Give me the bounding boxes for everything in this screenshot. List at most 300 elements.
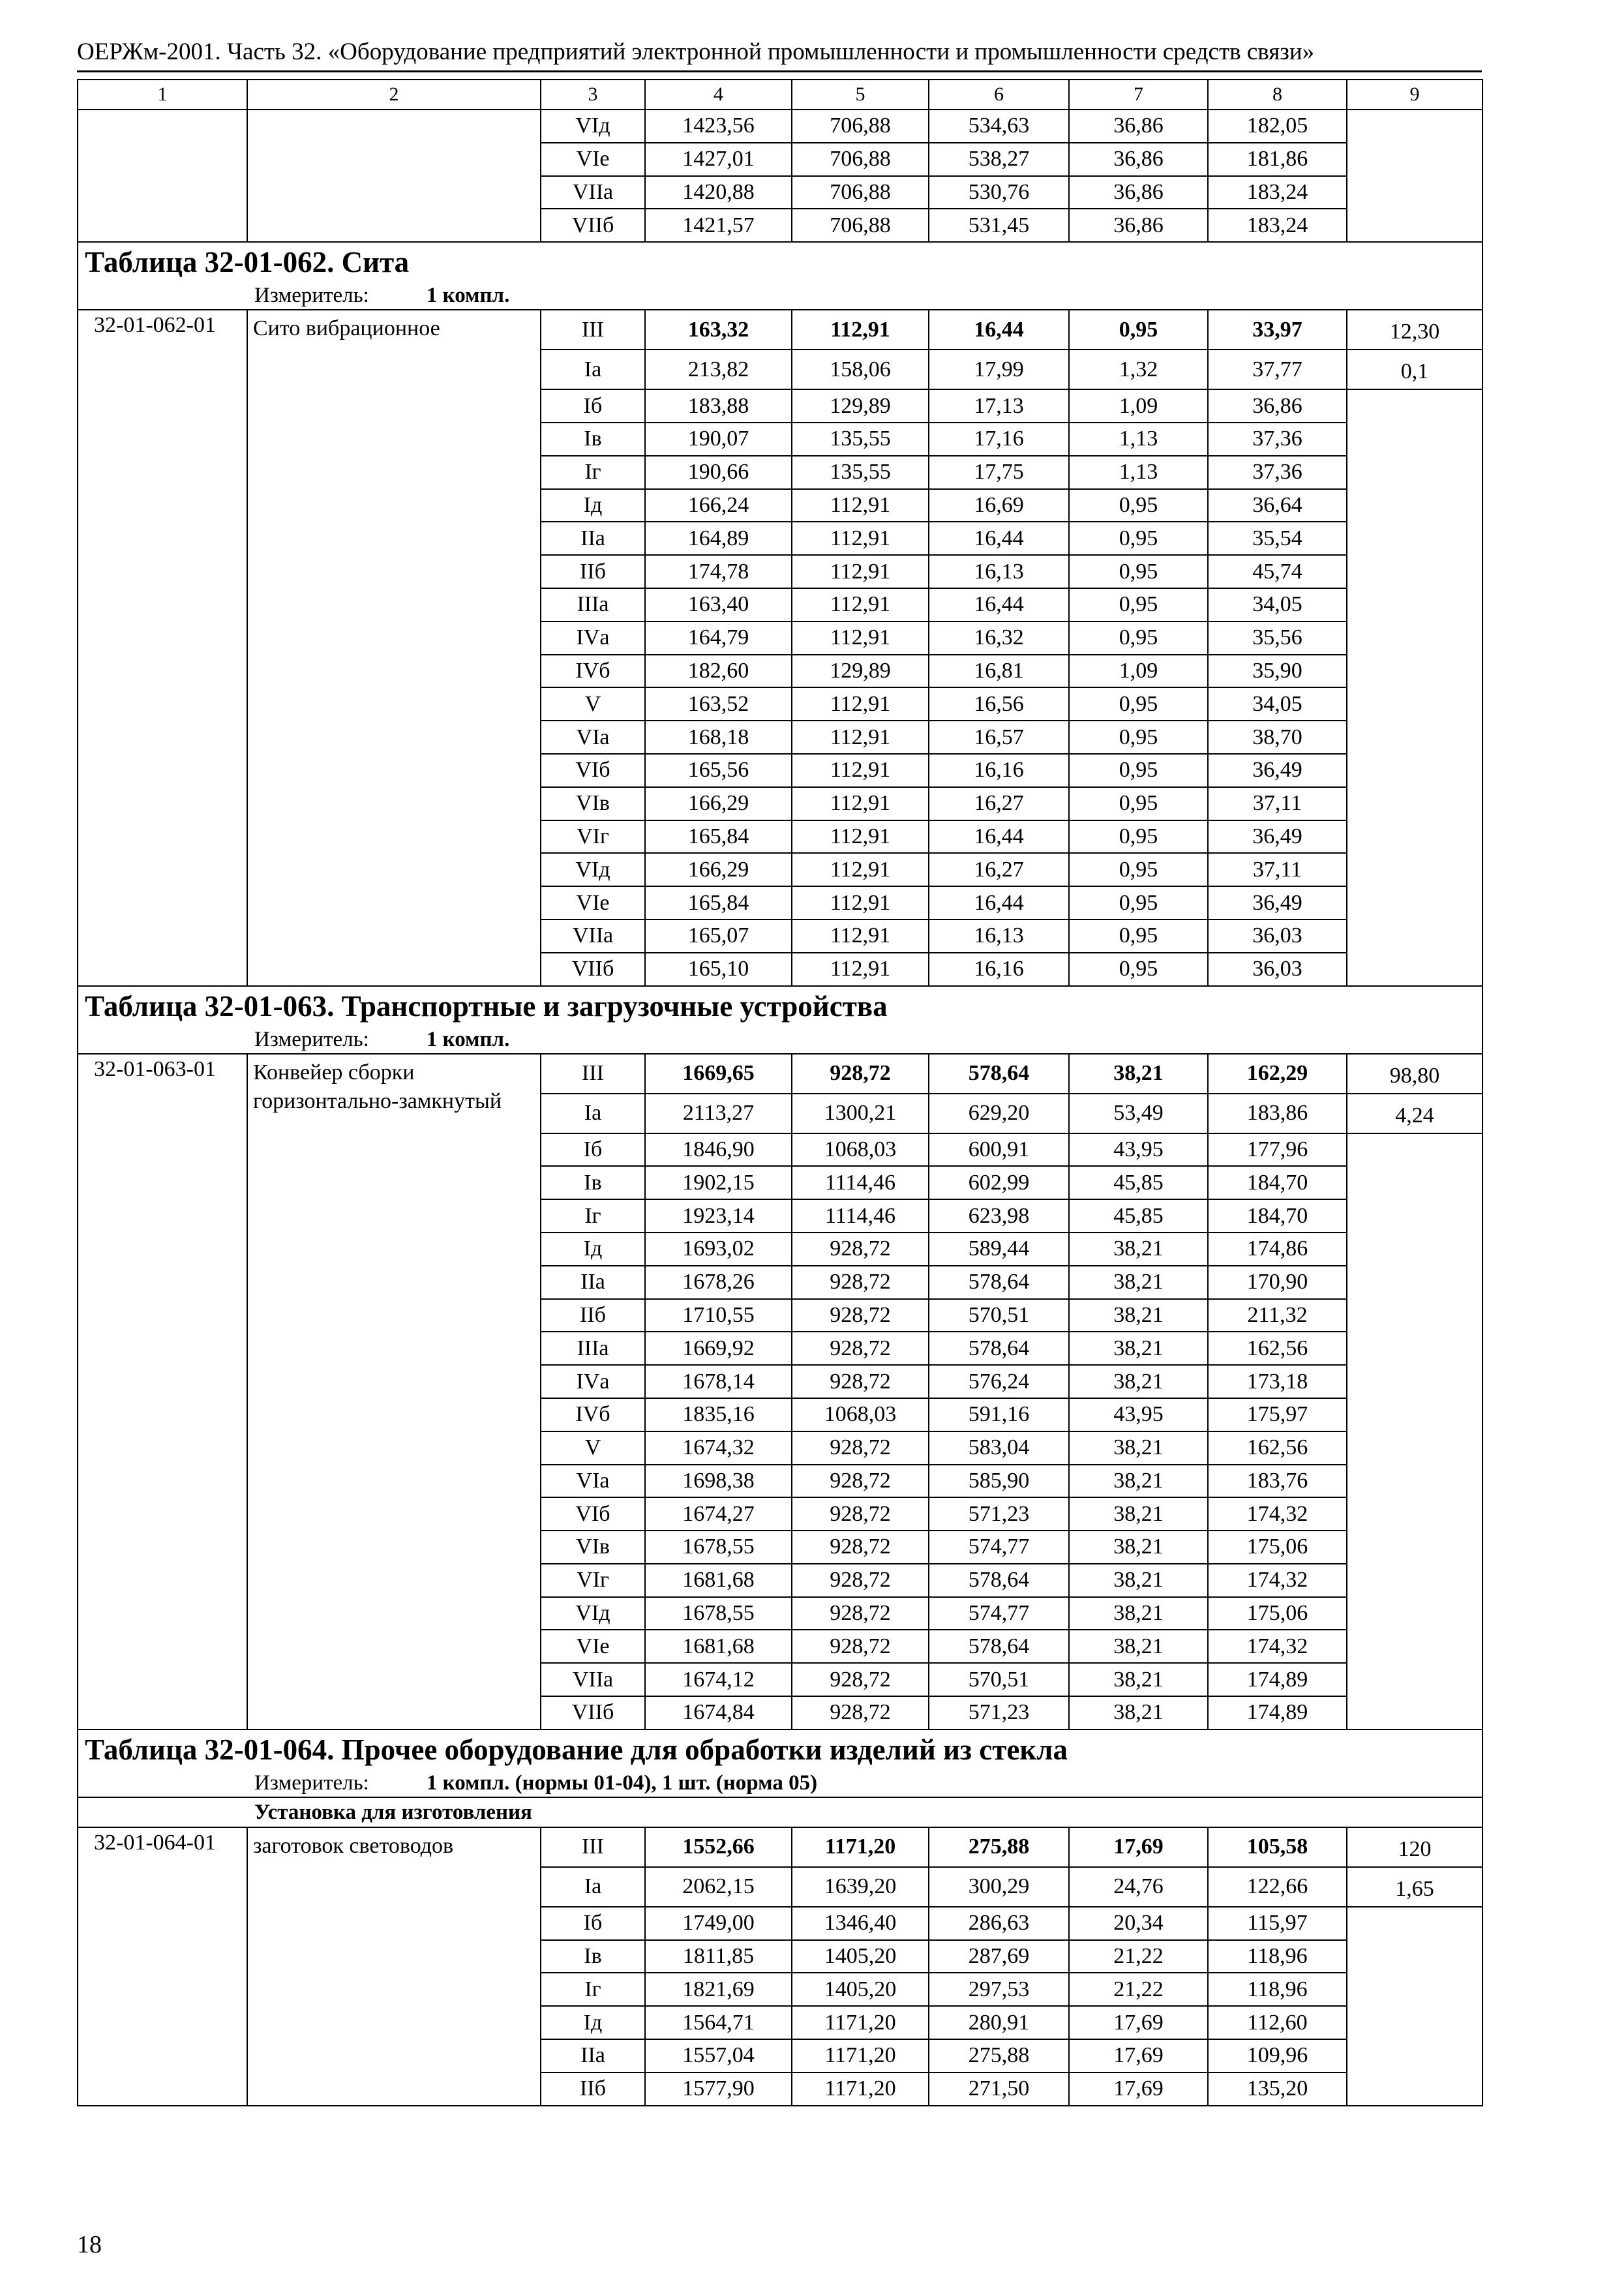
table-row <box>78 1054 1482 1094</box>
zone-cell: Iд <box>541 1233 645 1266</box>
value-cell: 36,86 <box>1069 176 1208 209</box>
zone-cell: VIг <box>541 820 645 854</box>
value-cell: 0,95 <box>1069 588 1208 621</box>
zone-cell: VIе <box>541 1630 645 1663</box>
value-cell: 163,40 <box>645 588 792 621</box>
value-cell: 36,49 <box>1208 754 1347 787</box>
value-cell: 16,27 <box>929 787 1069 820</box>
value-cell: 165,10 <box>645 953 792 986</box>
name-cell: заготовок световодов <box>247 1827 541 2106</box>
value-cell: 38,21 <box>1069 1597 1208 1630</box>
value-cell: 578,64 <box>929 1564 1069 1597</box>
value-cell: 1669,92 <box>645 1332 792 1365</box>
value-cell: 16,69 <box>929 489 1069 522</box>
value-cell: 0,95 <box>1069 853 1208 886</box>
value-cell: 36,86 <box>1069 110 1208 143</box>
value-cell: 589,44 <box>929 1233 1069 1266</box>
measure-row <box>78 1026 1482 1054</box>
value-cell: 175,97 <box>1208 1398 1347 1431</box>
value-cell: 38,21 <box>1069 1663 1208 1696</box>
value-cell: 36,49 <box>1208 820 1347 854</box>
value-cell: 174,32 <box>1208 1630 1347 1663</box>
zone-cell: IIб <box>541 2072 645 2106</box>
value-cell: 112,91 <box>792 588 929 621</box>
value-cell: 1811,85 <box>645 1940 792 1973</box>
value-cell: 530,76 <box>929 176 1069 209</box>
zone-cell: VIIб <box>541 209 645 242</box>
zone-cell: IVа <box>541 1365 645 1398</box>
zone-cell: Iг <box>541 1973 645 2006</box>
value-cell: 37,11 <box>1208 853 1347 886</box>
zone-cell: IIа <box>541 522 645 555</box>
value-cell: 38,21 <box>1069 1431 1208 1465</box>
measure-value: 1 компл. (нормы 01-04), 1 шт. (норма 05) <box>426 1771 818 1795</box>
value-cell: 173,18 <box>1208 1365 1347 1398</box>
value-cell: 33,97 <box>1208 310 1347 350</box>
value-cell: 1,09 <box>1069 655 1208 688</box>
value-cell: 0,95 <box>1069 621 1208 655</box>
value-cell: 118,96 <box>1208 1973 1347 2006</box>
value-cell: 928,72 <box>792 1531 929 1564</box>
measure-label: Измеритель: <box>254 1771 369 1795</box>
value-cell: 0,95 <box>1069 555 1208 588</box>
value-cell: 286,63 <box>929 1907 1069 1940</box>
value-cell: 183,86 <box>1208 1094 1347 1133</box>
table-title-row <box>78 1729 1482 1769</box>
value-cell: 578,64 <box>929 1332 1069 1365</box>
note-cell: 1,65 <box>1347 1867 1482 1907</box>
value-cell: 163,52 <box>645 687 792 721</box>
value-cell: 287,69 <box>929 1940 1069 1973</box>
value-cell: 16,44 <box>929 886 1069 920</box>
value-cell: 571,23 <box>929 1497 1069 1531</box>
value-cell: 35,56 <box>1208 621 1347 655</box>
value-cell: 164,89 <box>645 522 792 555</box>
value-cell: 112,91 <box>792 853 929 886</box>
value-cell: 1698,38 <box>645 1465 792 1498</box>
table-row <box>78 1827 1482 1867</box>
value-cell: 1639,20 <box>792 1867 929 1907</box>
value-cell: 591,16 <box>929 1398 1069 1431</box>
note-cell <box>1347 110 1482 242</box>
zone-cell: VIб <box>541 1497 645 1531</box>
value-cell: 166,29 <box>645 787 792 820</box>
measure-row <box>78 282 1482 310</box>
value-cell: 21,22 <box>1069 1973 1208 2006</box>
column-number: 3 <box>541 80 645 110</box>
value-cell: 0,95 <box>1069 522 1208 555</box>
value-cell: 17,69 <box>1069 2006 1208 2039</box>
value-cell: 38,21 <box>1069 1299 1208 1332</box>
value-cell: 16,44 <box>929 522 1069 555</box>
measure-row <box>78 1769 1482 1797</box>
value-cell: 36,49 <box>1208 886 1347 920</box>
value-cell: 928,72 <box>792 1497 929 1531</box>
zone-cell: Iг <box>541 1199 645 1233</box>
value-cell: 928,72 <box>792 1365 929 1398</box>
zone-cell: Iб <box>541 1133 645 1167</box>
value-cell: 928,72 <box>792 1663 929 1696</box>
table-title: Таблица 32-01-063. Транспортные и загрузочные устройства <box>78 986 1482 1026</box>
value-cell: 0,95 <box>1069 886 1208 920</box>
zone-cell: VIIб <box>541 1696 645 1729</box>
zone-cell: IVб <box>541 655 645 688</box>
value-cell: 183,88 <box>645 389 792 423</box>
zone-cell: VIд <box>541 1597 645 1630</box>
value-cell: 0,95 <box>1069 820 1208 854</box>
column-number: 5 <box>792 80 929 110</box>
value-cell: 0,95 <box>1069 754 1208 787</box>
value-cell: 928,72 <box>792 1299 929 1332</box>
value-cell: 928,72 <box>792 1332 929 1365</box>
value-cell: 165,84 <box>645 886 792 920</box>
name-cell: Сито вибрационное <box>247 310 541 985</box>
value-cell: 1678,26 <box>645 1266 792 1299</box>
value-cell: 17,16 <box>929 423 1069 456</box>
code-cell: 32-01-063-01 <box>78 1054 247 1729</box>
zone-cell: Iб <box>541 389 645 423</box>
value-cell: 1902,15 <box>645 1166 792 1199</box>
value-cell: 38,21 <box>1069 1054 1208 1094</box>
value-cell: 602,99 <box>929 1166 1069 1199</box>
value-cell: 112,91 <box>792 489 929 522</box>
column-number: 2 <box>247 80 541 110</box>
value-cell: 183,24 <box>1208 176 1347 209</box>
value-cell: 571,23 <box>929 1696 1069 1729</box>
value-cell: 300,29 <box>929 1867 1069 1907</box>
note-cell <box>1347 1907 1482 2106</box>
zone-cell: Iб <box>541 1907 645 1940</box>
value-cell: 112,91 <box>792 621 929 655</box>
value-cell: 0,95 <box>1069 787 1208 820</box>
value-cell: 184,70 <box>1208 1199 1347 1233</box>
value-cell: 17,99 <box>929 350 1069 389</box>
value-cell: 1669,65 <box>645 1054 792 1094</box>
value-cell: 1681,68 <box>645 1564 792 1597</box>
value-cell: 112,91 <box>792 953 929 986</box>
measure-cell <box>78 1026 1482 1054</box>
value-cell: 36,03 <box>1208 953 1347 986</box>
value-cell: 35,90 <box>1208 655 1347 688</box>
value-cell: 38,70 <box>1208 721 1347 754</box>
value-cell: 115,97 <box>1208 1907 1347 1940</box>
code-cell: 32-01-064-01 <box>78 1827 247 2106</box>
value-cell: 174,89 <box>1208 1696 1347 1729</box>
page-header: ОЕРЖм-2001. Часть 32. «Оборудование предприятий электронной промышленности и промышленности средств связи» <box>77 38 1315 65</box>
value-cell: 706,88 <box>792 176 929 209</box>
value-cell: 928,72 <box>792 1696 929 1729</box>
value-cell: 1,13 <box>1069 456 1208 489</box>
note-cell: 12,30 <box>1347 310 1482 350</box>
zone-cell: Iг <box>541 456 645 489</box>
zone-cell: IIа <box>541 1266 645 1299</box>
value-cell: 1068,03 <box>792 1398 929 1431</box>
code-cell <box>78 110 247 242</box>
value-cell: 38,21 <box>1069 1266 1208 1299</box>
value-cell: 45,85 <box>1069 1199 1208 1233</box>
value-cell: 175,06 <box>1208 1531 1347 1564</box>
value-cell: 16,44 <box>929 820 1069 854</box>
value-cell: 0,95 <box>1069 953 1208 986</box>
zone-cell: VIд <box>541 110 645 143</box>
value-cell: 574,77 <box>929 1597 1069 1630</box>
value-cell: 271,50 <box>929 2072 1069 2106</box>
value-cell: 17,13 <box>929 389 1069 423</box>
value-cell: 1,13 <box>1069 423 1208 456</box>
table-row <box>78 110 1482 143</box>
value-cell: 574,77 <box>929 1531 1069 1564</box>
value-cell: 166,24 <box>645 489 792 522</box>
zone-cell: III <box>541 1827 645 1867</box>
value-cell: 38,21 <box>1069 1497 1208 1531</box>
value-cell: 38,21 <box>1069 1465 1208 1498</box>
zone-cell: IIIа <box>541 588 645 621</box>
column-number: 6 <box>929 80 1069 110</box>
zone-cell: IIб <box>541 1299 645 1332</box>
value-cell: 112,91 <box>792 787 929 820</box>
value-cell: 16,56 <box>929 687 1069 721</box>
zone-cell: Iа <box>541 350 645 389</box>
zone-cell: VIIа <box>541 1663 645 1696</box>
page-number: 18 <box>77 2231 102 2258</box>
value-cell: 928,72 <box>792 1266 929 1299</box>
measure-cell <box>78 282 1482 310</box>
note-cell: 0,1 <box>1347 350 1482 389</box>
value-cell: 17,75 <box>929 456 1069 489</box>
value-cell: 118,96 <box>1208 1940 1347 1973</box>
value-cell: 163,32 <box>645 310 792 350</box>
value-cell: 164,79 <box>645 621 792 655</box>
zone-cell: VIд <box>541 853 645 886</box>
value-cell: 16,57 <box>929 721 1069 754</box>
value-cell: 1423,56 <box>645 110 792 143</box>
note-cell <box>1347 389 1482 985</box>
value-cell: 165,84 <box>645 820 792 854</box>
column-number: 9 <box>1347 80 1482 110</box>
header-rule <box>77 70 1482 72</box>
measure-label: Измеритель: <box>254 1027 369 1051</box>
value-cell: 158,06 <box>792 350 929 389</box>
value-cell: 1821,69 <box>645 1973 792 2006</box>
value-cell: 1846,90 <box>645 1133 792 1167</box>
subheader: Установка для изготовления <box>78 1797 1482 1827</box>
rates-table <box>77 79 1483 2106</box>
value-cell: 174,78 <box>645 555 792 588</box>
value-cell: 538,27 <box>929 143 1069 176</box>
value-cell: 1577,90 <box>645 2072 792 2106</box>
value-cell: 0,95 <box>1069 920 1208 953</box>
value-cell: 135,55 <box>792 456 929 489</box>
zone-cell: Iа <box>541 1867 645 1907</box>
note-cell: 98,80 <box>1347 1054 1482 1094</box>
value-cell: 928,72 <box>792 1431 929 1465</box>
value-cell: 37,36 <box>1208 423 1347 456</box>
value-cell: 20,34 <box>1069 1907 1208 1940</box>
value-cell: 129,89 <box>792 389 929 423</box>
column-numbers-row <box>78 80 1482 110</box>
value-cell: 112,91 <box>792 721 929 754</box>
value-cell: 928,72 <box>792 1630 929 1663</box>
measure-value: 1 компл. <box>426 284 510 308</box>
value-cell: 1678,55 <box>645 1531 792 1564</box>
value-cell: 629,20 <box>929 1094 1069 1133</box>
value-cell: 1346,40 <box>792 1907 929 1940</box>
zone-cell: III <box>541 310 645 350</box>
value-cell: 21,22 <box>1069 1940 1208 1973</box>
value-cell: 578,64 <box>929 1054 1069 1094</box>
zone-cell: V <box>541 687 645 721</box>
zone-cell: VIв <box>541 1531 645 1564</box>
value-cell: 43,95 <box>1069 1133 1208 1167</box>
value-cell: 112,91 <box>792 920 929 953</box>
zone-cell: III <box>541 1054 645 1094</box>
value-cell: 16,81 <box>929 655 1069 688</box>
value-cell: 36,86 <box>1069 209 1208 242</box>
value-cell: 24,76 <box>1069 1867 1208 1907</box>
value-cell: 190,07 <box>645 423 792 456</box>
value-cell: 280,91 <box>929 2006 1069 2039</box>
value-cell: 1678,55 <box>645 1597 792 1630</box>
value-cell: 1557,04 <box>645 2039 792 2072</box>
zone-cell: VIв <box>541 787 645 820</box>
value-cell: 1749,00 <box>645 1907 792 1940</box>
value-cell: 1420,88 <box>645 176 792 209</box>
value-cell: 17,69 <box>1069 1827 1208 1867</box>
name-cell: Конвейер сборки горизонтально-замкнутый <box>247 1054 541 1729</box>
value-cell: 112,91 <box>792 522 929 555</box>
value-cell: 706,88 <box>792 143 929 176</box>
note-cell <box>1347 1133 1482 1729</box>
value-cell: 16,32 <box>929 621 1069 655</box>
value-cell: 0,95 <box>1069 721 1208 754</box>
value-cell: 578,64 <box>929 1266 1069 1299</box>
zone-cell: IIа <box>541 2039 645 2072</box>
value-cell: 1405,20 <box>792 1973 929 2006</box>
value-cell: 34,05 <box>1208 588 1347 621</box>
column-number: 7 <box>1069 80 1208 110</box>
value-cell: 112,91 <box>792 820 929 854</box>
measure-label: Измеритель: <box>254 284 369 308</box>
value-cell: 1427,01 <box>645 143 792 176</box>
value-cell: 213,82 <box>645 350 792 389</box>
value-cell: 1171,20 <box>792 2072 929 2106</box>
value-cell: 162,29 <box>1208 1054 1347 1094</box>
value-cell: 16,16 <box>929 754 1069 787</box>
value-cell: 16,27 <box>929 853 1069 886</box>
value-cell: 38,21 <box>1069 1630 1208 1663</box>
value-cell: 182,60 <box>645 655 792 688</box>
value-cell: 211,32 <box>1208 1299 1347 1332</box>
value-cell: 297,53 <box>929 1973 1069 2006</box>
zone-cell: IVа <box>541 621 645 655</box>
value-cell: 1835,16 <box>645 1398 792 1431</box>
value-cell: 181,86 <box>1208 143 1347 176</box>
value-cell: 38,21 <box>1069 1365 1208 1398</box>
value-cell: 16,16 <box>929 953 1069 986</box>
zone-cell: Iв <box>541 1166 645 1199</box>
value-cell: 112,60 <box>1208 2006 1347 2039</box>
measure-cell <box>78 1769 1482 1797</box>
column-number: 1 <box>78 80 247 110</box>
value-cell: 1674,12 <box>645 1663 792 1696</box>
name-cell <box>247 110 541 242</box>
value-cell: 2113,27 <box>645 1094 792 1133</box>
value-cell: 112,91 <box>792 754 929 787</box>
value-cell: 0,95 <box>1069 310 1208 350</box>
value-cell: 53,49 <box>1069 1094 1208 1133</box>
value-cell: 534,63 <box>929 110 1069 143</box>
value-cell: 37,11 <box>1208 787 1347 820</box>
value-cell: 623,98 <box>929 1199 1069 1233</box>
value-cell: 183,24 <box>1208 209 1347 242</box>
value-cell: 1171,20 <box>792 2039 929 2072</box>
value-cell: 706,88 <box>792 209 929 242</box>
note-cell: 4,24 <box>1347 1094 1482 1133</box>
zone-cell: VIб <box>541 754 645 787</box>
zone-cell: VIIа <box>541 176 645 209</box>
value-cell: 38,21 <box>1069 1564 1208 1597</box>
value-cell: 17,69 <box>1069 2039 1208 2072</box>
value-cell: 0,95 <box>1069 687 1208 721</box>
value-cell: 34,05 <box>1208 687 1347 721</box>
value-cell: 36,03 <box>1208 920 1347 953</box>
value-cell: 122,66 <box>1208 1867 1347 1907</box>
value-cell: 170,90 <box>1208 1266 1347 1299</box>
value-cell: 35,54 <box>1208 522 1347 555</box>
value-cell: 928,72 <box>792 1597 929 1630</box>
value-cell: 45,85 <box>1069 1166 1208 1199</box>
zone-cell: VIе <box>541 143 645 176</box>
column-number: 4 <box>645 80 792 110</box>
value-cell: 583,04 <box>929 1431 1069 1465</box>
table-title: Таблица 32-01-064. Прочее оборудование для обработки изделий из стекла <box>78 1729 1482 1769</box>
value-cell: 16,13 <box>929 555 1069 588</box>
value-cell: 1564,71 <box>645 2006 792 2039</box>
measure-value: 1 компл. <box>426 1027 510 1051</box>
table-title-row <box>78 242 1482 282</box>
value-cell: 531,45 <box>929 209 1069 242</box>
value-cell: 166,29 <box>645 853 792 886</box>
value-cell: 36,64 <box>1208 489 1347 522</box>
zone-cell: VIа <box>541 1465 645 1498</box>
value-cell: 275,88 <box>929 2039 1069 2072</box>
zone-cell: VIг <box>541 1564 645 1597</box>
zone-cell: IIб <box>541 555 645 588</box>
code-cell: 32-01-062-01 <box>78 310 247 985</box>
table-title: Таблица 32-01-062. Сита <box>78 242 1482 282</box>
value-cell: 1710,55 <box>645 1299 792 1332</box>
value-cell: 36,86 <box>1208 389 1347 423</box>
value-cell: 112,91 <box>792 310 929 350</box>
value-cell: 706,88 <box>792 110 929 143</box>
zone-cell: VIIб <box>541 953 645 986</box>
zone-cell: Iв <box>541 1940 645 1973</box>
value-cell: 16,44 <box>929 588 1069 621</box>
value-cell: 16,13 <box>929 920 1069 953</box>
value-cell: 37,77 <box>1208 350 1347 389</box>
value-cell: 38,21 <box>1069 1696 1208 1729</box>
value-cell: 162,56 <box>1208 1431 1347 1465</box>
note-cell: 120 <box>1347 1827 1482 1867</box>
value-cell: 174,89 <box>1208 1663 1347 1696</box>
value-cell: 135,20 <box>1208 2072 1347 2106</box>
value-cell: 165,07 <box>645 920 792 953</box>
column-number: 8 <box>1208 80 1347 110</box>
value-cell: 1693,02 <box>645 1233 792 1266</box>
value-cell: 928,72 <box>792 1465 929 1498</box>
value-cell: 168,18 <box>645 721 792 754</box>
value-cell: 174,32 <box>1208 1564 1347 1597</box>
